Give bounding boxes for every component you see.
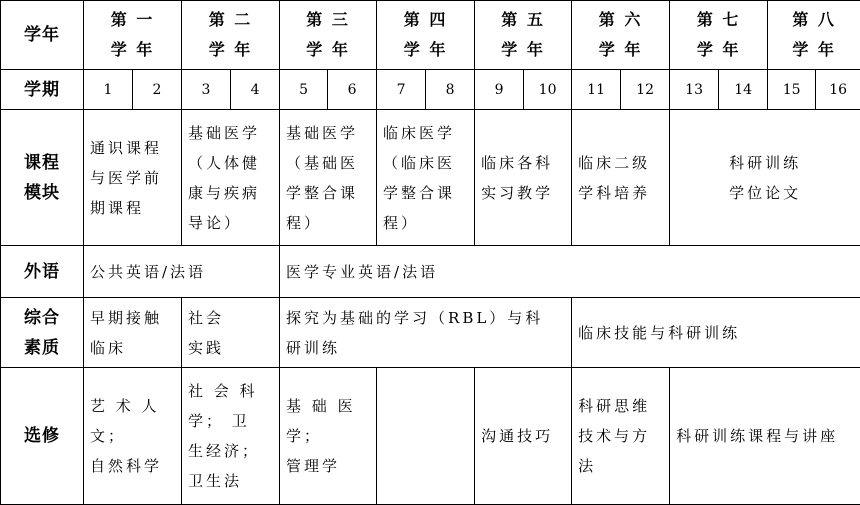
semester-cell: 3 — [182, 70, 231, 110]
elective-cell-empty — [377, 368, 475, 505]
module-cell: 通识课程 与医学前 期课程 — [84, 110, 182, 246]
semester-cell: 12 — [621, 70, 670, 110]
year-4-header: 第 四 学 年 — [377, 1, 475, 70]
semester-cell: 9 — [475, 70, 524, 110]
comprehensive-cell: 临床技能与科研训练 — [572, 298, 860, 368]
year-6-header: 第 六 学 年 — [572, 1, 670, 70]
semester-cell: 15 — [768, 70, 816, 110]
comprehensive-cell: 社会 实践 — [182, 298, 280, 368]
language-cell: 公共英语/法语 — [84, 246, 280, 298]
row-header-year: 学年 — [1, 1, 84, 70]
semester-cell: 13 — [670, 70, 719, 110]
year-2-header: 第 二 学 年 — [182, 1, 280, 70]
module-cell: 临床二级 学科培养 — [572, 110, 670, 246]
semester-row — [1, 70, 860, 110]
row-header-modules: 课程 模块 — [1, 110, 84, 246]
semester-cell: 16 — [816, 70, 860, 110]
semester-cell: 10 — [524, 70, 572, 110]
elective-cell: 科研思维 技术与方 法 — [572, 368, 670, 505]
row-header-semester: 学期 — [1, 70, 84, 110]
elective-cell: 社 会 科 学； 卫 生经济； 卫生法 — [182, 368, 280, 505]
module-cell: 基础医学 （基础医 学整合课 程） — [280, 110, 377, 246]
row-header-comprehensive: 综合 素质 — [1, 298, 84, 368]
semester-cell: 4 — [231, 70, 280, 110]
semester-cell: 1 — [84, 70, 133, 110]
elective-cell: 艺 术 人 文； 自然科学 — [84, 368, 182, 505]
semester-cell: 7 — [377, 70, 426, 110]
year-3-header: 第 三 学 年 — [280, 1, 377, 70]
module-cell: 科研训练 学位论文 — [670, 110, 860, 246]
comprehensive-cell: 探究为基础的学习（RBL）与科 研训练 — [280, 298, 572, 368]
row-header-electives: 选修 — [1, 368, 84, 505]
row-header-foreign-language: 外语 — [1, 246, 84, 298]
comprehensive-row — [1, 298, 860, 368]
module-cell: 基础医学 （人体健 康与疾病 导论） — [182, 110, 280, 246]
semester-cell: 14 — [719, 70, 768, 110]
year-1-header: 第 一 学 年 — [84, 1, 182, 70]
module-cell: 临床各科 实习教学 — [475, 110, 572, 246]
year-row — [1, 1, 860, 70]
comprehensive-cell: 早期接触 临床 — [84, 298, 182, 368]
year-7-header: 第 七 学 年 — [670, 1, 768, 70]
semester-cell: 6 — [328, 70, 377, 110]
semester-cell: 8 — [426, 70, 475, 110]
module-cell: 临床医学 （临床医 学整合课 程） — [377, 110, 475, 246]
electives-row — [1, 368, 860, 505]
year-5-header: 第 五 学 年 — [475, 1, 572, 70]
year-8-header: 第 八 学 年 — [768, 1, 860, 70]
foreign-language-row — [1, 246, 860, 298]
semester-cell: 11 — [572, 70, 621, 110]
language-cell: 医学专业英语/法语 — [280, 246, 860, 298]
modules-row — [1, 110, 860, 246]
semester-cell: 5 — [280, 70, 328, 110]
elective-cell: 基 础 医 学； 管理学 — [280, 368, 377, 505]
elective-cell: 科研训练课程与讲座 — [670, 368, 860, 505]
elective-cell: 沟通技巧 — [475, 368, 572, 505]
semester-cell: 2 — [133, 70, 182, 110]
